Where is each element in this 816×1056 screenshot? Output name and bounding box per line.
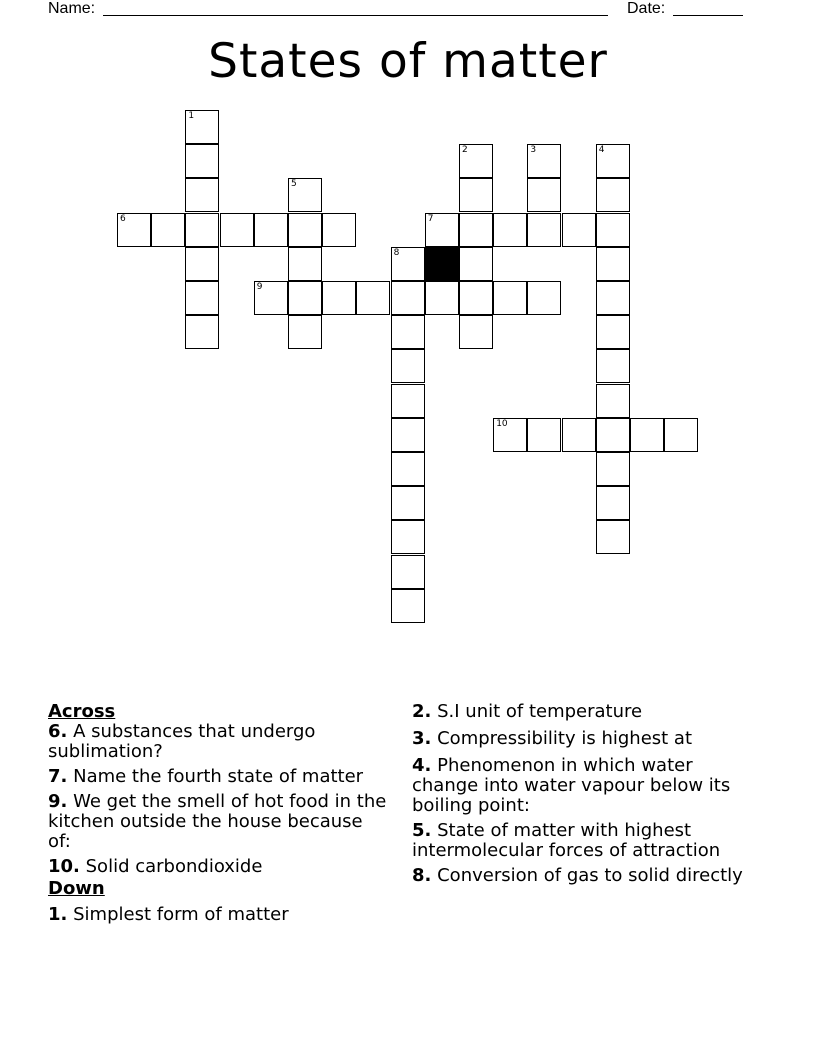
crossword-cell[interactable] — [391, 452, 425, 486]
crossword-cell[interactable] — [562, 213, 596, 247]
clue-text: We get the smell of hot food in the kitchen outside the house because of: — [48, 791, 387, 852]
crossword-cell[interactable] — [185, 315, 219, 349]
crossword-cell[interactable] — [527, 144, 561, 178]
crossword-cell[interactable] — [459, 315, 493, 349]
crossword-cell[interactable] — [322, 213, 356, 247]
crossword-cell[interactable] — [391, 315, 425, 349]
crossword-cell[interactable] — [527, 418, 561, 452]
clue-number: 8. — [412, 865, 432, 886]
clue-text: Solid carbondioxide — [85, 856, 263, 877]
crossword-cell[interactable] — [391, 247, 425, 281]
clue-number-label: 4 — [598, 145, 605, 156]
crossword-cell[interactable] — [596, 144, 630, 178]
clue-number: 5. — [412, 820, 432, 841]
clue-across-9 — [48, 792, 388, 852]
date-label: Date: — [627, 0, 666, 17]
clue-across-7 — [48, 767, 388, 787]
crossword-cell[interactable] — [425, 213, 459, 247]
clue-down-2 — [412, 702, 762, 722]
crossword-cell[interactable] — [459, 281, 493, 315]
crossword-cell[interactable] — [596, 315, 630, 349]
crossword-cell[interactable] — [493, 418, 527, 452]
crossword-cell[interactable] — [391, 281, 425, 315]
crossword-cell[interactable] — [288, 247, 322, 281]
clues-column-left — [48, 702, 388, 930]
across-heading: Across — [48, 701, 116, 722]
crossword-cell[interactable] — [596, 247, 630, 281]
clue-number-label: 6 — [120, 213, 126, 224]
clue-down-3 — [412, 729, 762, 749]
crossword-cell[interactable] — [630, 418, 664, 452]
crossword-cell[interactable] — [391, 520, 425, 554]
crossword-cell[interactable] — [527, 178, 561, 212]
crossword-cell[interactable] — [185, 144, 219, 178]
clue-across-10 — [48, 857, 388, 877]
crossword-cell[interactable] — [596, 349, 630, 383]
crossword-cell[interactable] — [288, 178, 322, 212]
crossword-cell[interactable] — [185, 213, 219, 247]
crossword-cell[interactable] — [459, 178, 493, 212]
clue-number-label: 2 — [462, 145, 468, 156]
clue-number: 2. — [412, 701, 432, 722]
crossword-cell[interactable] — [459, 144, 493, 178]
clue-number: 10. — [48, 856, 80, 877]
clue-number-label: 8 — [393, 247, 400, 258]
clue-down-5 — [412, 821, 762, 861]
crossword-cell[interactable] — [220, 213, 254, 247]
clue-down-8 — [412, 866, 762, 886]
crossword-cell[interactable] — [596, 384, 630, 418]
crossword-cell[interactable] — [391, 418, 425, 452]
crossword-cell[interactable] — [493, 281, 527, 315]
crossword-cell[interactable] — [288, 281, 322, 315]
clue-number: 1. — [48, 904, 68, 925]
clue-number: 4. — [412, 755, 432, 776]
clue-text: Name the fourth state of matter — [73, 766, 364, 787]
crossword-cell[interactable] — [596, 486, 630, 520]
crossword-cell[interactable] — [151, 213, 185, 247]
clue-text: Simplest form of matter — [73, 904, 289, 925]
clue-down-4 — [412, 756, 762, 816]
crossword-cell[interactable] — [527, 281, 561, 315]
crossword-cell[interactable] — [185, 178, 219, 212]
crossword-cell[interactable] — [185, 247, 219, 281]
crossword-cell[interactable] — [391, 555, 425, 589]
crossword-cell[interactable] — [596, 520, 630, 554]
clue-text: Conversion of gas to solid directly — [437, 865, 743, 886]
clue-number: 6. — [48, 721, 68, 742]
clue-across-6 — [48, 722, 388, 762]
clue-text: Compressibility is highest at — [437, 728, 693, 749]
crossword-cell[interactable] — [391, 589, 425, 623]
worksheet-header — [0, 0, 816, 20]
crossword-cell[interactable] — [254, 281, 288, 315]
clue-down-1 — [48, 905, 388, 925]
crossword-cell[interactable] — [288, 315, 322, 349]
down-heading: Down — [48, 878, 105, 899]
crossword-cell[interactable] — [562, 418, 596, 452]
crossword-cell[interactable] — [596, 178, 630, 212]
clue-number: 7. — [48, 766, 68, 787]
crossword-cell[interactable] — [596, 213, 630, 247]
clue-text: S.I unit of temperature — [437, 701, 643, 722]
crossword-cell[interactable] — [254, 213, 288, 247]
name-field[interactable] — [103, 0, 608, 16]
crossword-cell[interactable] — [322, 281, 356, 315]
crossword-cell[interactable] — [288, 213, 322, 247]
crossword-cell[interactable] — [356, 281, 390, 315]
clue-text: Phenomenon in which water change into water vapour below its boiling point: — [412, 755, 731, 816]
crossword-cell[interactable] — [391, 384, 425, 418]
clue-number-label: 10 — [496, 418, 508, 429]
crossword-cell[interactable] — [459, 247, 493, 281]
date-field[interactable] — [673, 0, 743, 16]
clue-text: A substances that undergo sublimation? — [48, 721, 316, 762]
clue-number: 9. — [48, 791, 68, 812]
crossword-cell[interactable] — [117, 213, 151, 247]
clues-column-right — [412, 702, 762, 891]
crossword-cell[interactable] — [185, 281, 219, 315]
black-square — [425, 247, 459, 281]
name-label: Name: — [48, 0, 96, 17]
crossword-cell[interactable] — [185, 110, 219, 144]
page-title: States of matter — [208, 34, 608, 89]
crossword-cell[interactable] — [391, 486, 425, 520]
crossword-cell[interactable] — [596, 452, 630, 486]
clue-number-label: 3 — [530, 145, 537, 156]
crossword-cell[interactable] — [459, 213, 493, 247]
crossword-cell[interactable] — [596, 418, 630, 452]
clue-number-label: 9 — [256, 282, 263, 292]
clue-number-label: 5 — [291, 179, 297, 190]
crossword-cell[interactable] — [596, 281, 630, 315]
crossword-cell[interactable] — [527, 213, 561, 247]
clue-number-label: 1 — [188, 111, 195, 121]
crossword-cell[interactable] — [391, 349, 425, 383]
crossword-cell[interactable] — [664, 418, 698, 452]
clue-number: 3. — [412, 728, 432, 749]
clue-number-label: 7 — [427, 213, 434, 224]
crossword-cell[interactable] — [493, 213, 527, 247]
clue-text: State of matter with highest intermolecular forces of attraction — [412, 820, 721, 861]
crossword-cell[interactable] — [425, 281, 459, 315]
